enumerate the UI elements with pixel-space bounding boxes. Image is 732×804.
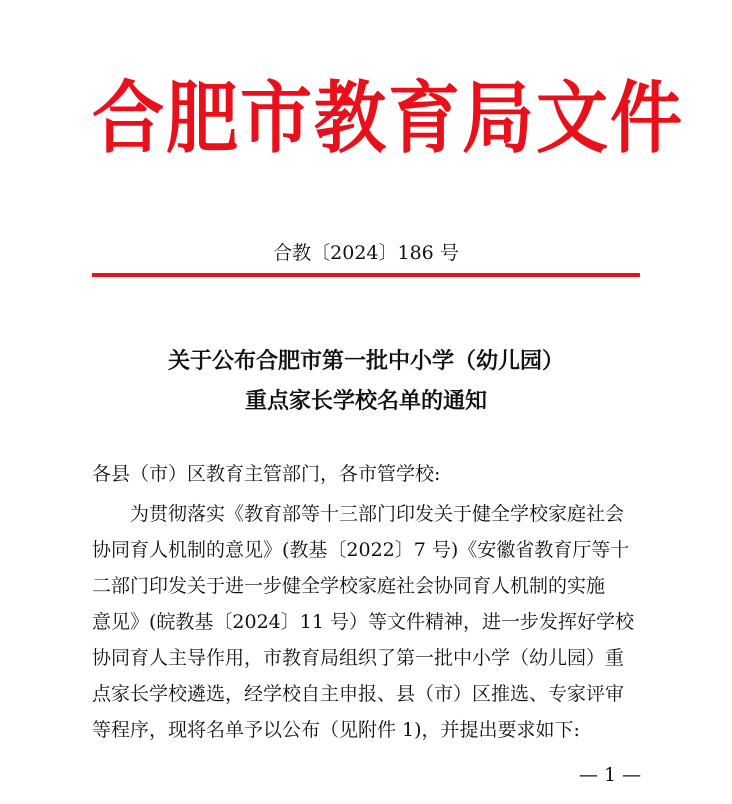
body-line: 二部门印发关于进一步健全学校家庭社会协同育人机制的实施 [92,575,606,597]
notice-title-line-2: 重点家长学校名单的通知 [244,389,487,414]
body-line: 意见》(皖教基〔2024〕11 号）等文件精神，进一步发挥好学校 [92,611,634,633]
body-line: 点家长学校遴选，经学校自主申报、县（市）区推选、专家评审 [92,683,625,705]
notice-title-line-1: 关于公布合肥市第一批中小学（幼儿园） [167,349,564,374]
body-line: 为贯彻落实《教育部等十三部门印发关于健全学校家庭社会 [130,503,625,525]
page-number: — 1 — [578,764,642,786]
body-line: 等程序，现将名单予以公布（见附件 1)，并提出要求如下: [92,719,580,741]
body-line: 协同育人机制的意见》(教基〔2022〕7 号)《安徽省教育厅等十 [92,539,630,561]
salutation: 各县（市）区教育主管部门，各市管学校: [92,463,441,485]
body-paragraph [92,496,640,748]
notice-title [0,342,732,422]
document-number: 合教〔2024〕186 号 [273,242,459,264]
red-divider-rule [92,273,640,277]
body-line: 协同育人主导作用，市教育局组织了第一批中小学（幼儿园）重 [92,647,625,669]
masthead-title: 合肥市教育局文件 [92,72,685,164]
